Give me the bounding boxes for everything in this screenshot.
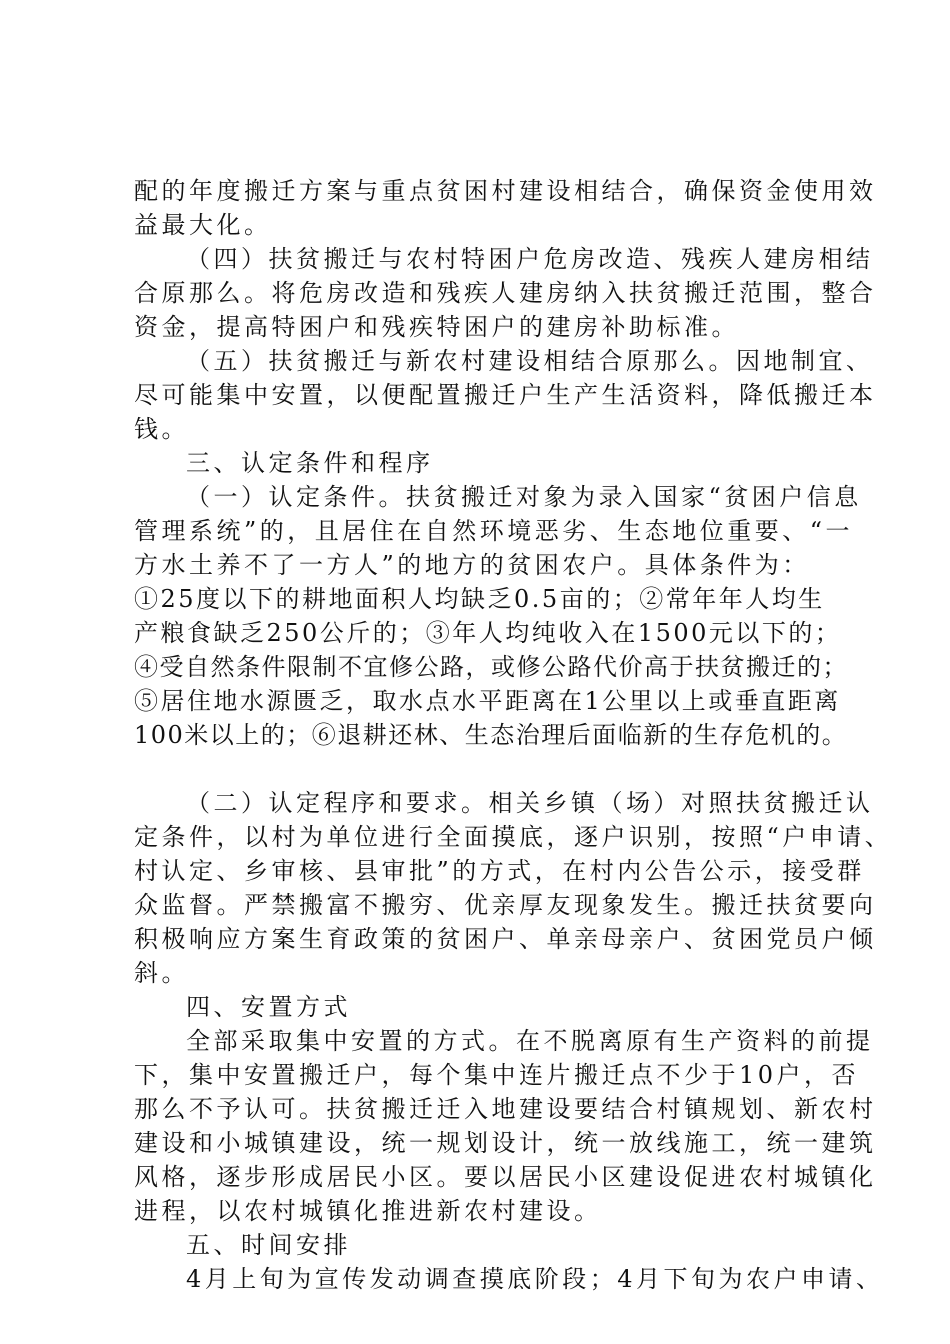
section-heading: 五、时间安排 [186, 1231, 351, 1259]
paragraph-line: 那么不予认可。扶贫搬迁迁入地建设要结合村镇规划、新农村 [134, 1095, 877, 1123]
paragraph-line: 益最大化。 [134, 211, 272, 239]
paragraph-line: 4月上旬为宣传发动调查摸底阶段；4月下旬为农户申请、 [186, 1265, 884, 1293]
paragraph-line: ④受自然条件限制不宜修公路，或修公路代价高于扶贫搬迁的； [134, 653, 848, 681]
section-heading: 四、安置方式 [186, 993, 351, 1021]
paragraph-line: 定条件，以村为单位进行全面摸底，逐户识别，按照“户申请、 [134, 823, 893, 851]
paragraph-line: 合原那么。将危房改造和残疾人建房纳入扶贫搬迁范围，整合 [134, 279, 877, 307]
paragraph-line: 全部采取集中安置的方式。在不脱离原有生产资料的前提 [186, 1027, 874, 1055]
paragraph-line: （五）扶贫搬迁与新农村建设相结合原那么。因地制宜、 [186, 347, 874, 375]
paragraph-line: 村认定、乡审核、县审批”的方式，在村内公告公示，接受群 [134, 857, 865, 885]
paragraph-line: 资金，提高特困户和残疾特困户的建房补助标准。 [134, 313, 739, 341]
paragraph-line: 产粮食缺乏250公斤的；③年人均纯收入在1500元以下的； [134, 619, 842, 647]
section-heading: 三、认定条件和程序 [186, 449, 434, 477]
paragraph-line: 众监督。严禁搬富不搬穷、优亲厚友现象发生。搬迁扶贫要向 [134, 891, 877, 919]
paragraph-line: 建设和小城镇建设，统一规划设计，统一放线施工，统一建筑 [134, 1129, 877, 1157]
paragraph-line: ⑤居住地水源匮乏，取水点水平距离在1公里以上或垂直距离 [134, 687, 841, 715]
paragraph-line: 斜。 [134, 959, 189, 987]
paragraph-line: 配的年度搬迁方案与重点贫困村建设相结合，确保资金使用效 [134, 177, 877, 205]
paragraph-line: （四）扶贫搬迁与农村特困户危房改造、残疾人建房相结 [186, 245, 874, 273]
paragraph-line: 进程，以农村城镇化推进新农村建设。 [134, 1197, 602, 1225]
paragraph-line: （二）认定程序和要求。相关乡镇（场）对照扶贫搬迁认 [186, 789, 874, 817]
paragraph-line: 管理系统”的，且居住在自然环境恶劣、生态地位重要、“一 [134, 517, 854, 545]
paragraph-line: 钱。 [134, 415, 189, 443]
paragraph-line: 100米以上的；⑥退耕还林、生态治理后面临新的生存危机的。 [134, 721, 848, 749]
paragraph-line: 下，集中安置搬迁户，每个集中连片搬迁点不少于10户，否 [134, 1061, 860, 1089]
paragraph-line: 积极响应方案生育政策的贫困户、单亲母亲户、贫困党员户倾 [134, 925, 877, 953]
paragraph-line: ①25度以下的耕地面积人均缺乏0.5亩的；②常年年人均生 [134, 585, 825, 613]
paragraph-line: 方水土养不了一方人”的地方的贫困农户。具体条件为： [134, 551, 810, 579]
paragraph-line: 尽可能集中安置，以便配置搬迁户生产生活资料，降低搬迁本 [134, 381, 877, 409]
paragraph-line: 风格，逐步形成居民小区。要以居民小区建设促进农村城镇化 [134, 1163, 877, 1191]
paragraph-line: （一）认定条件。扶贫搬迁对象为录入国家“贫困户信息 [186, 483, 862, 511]
